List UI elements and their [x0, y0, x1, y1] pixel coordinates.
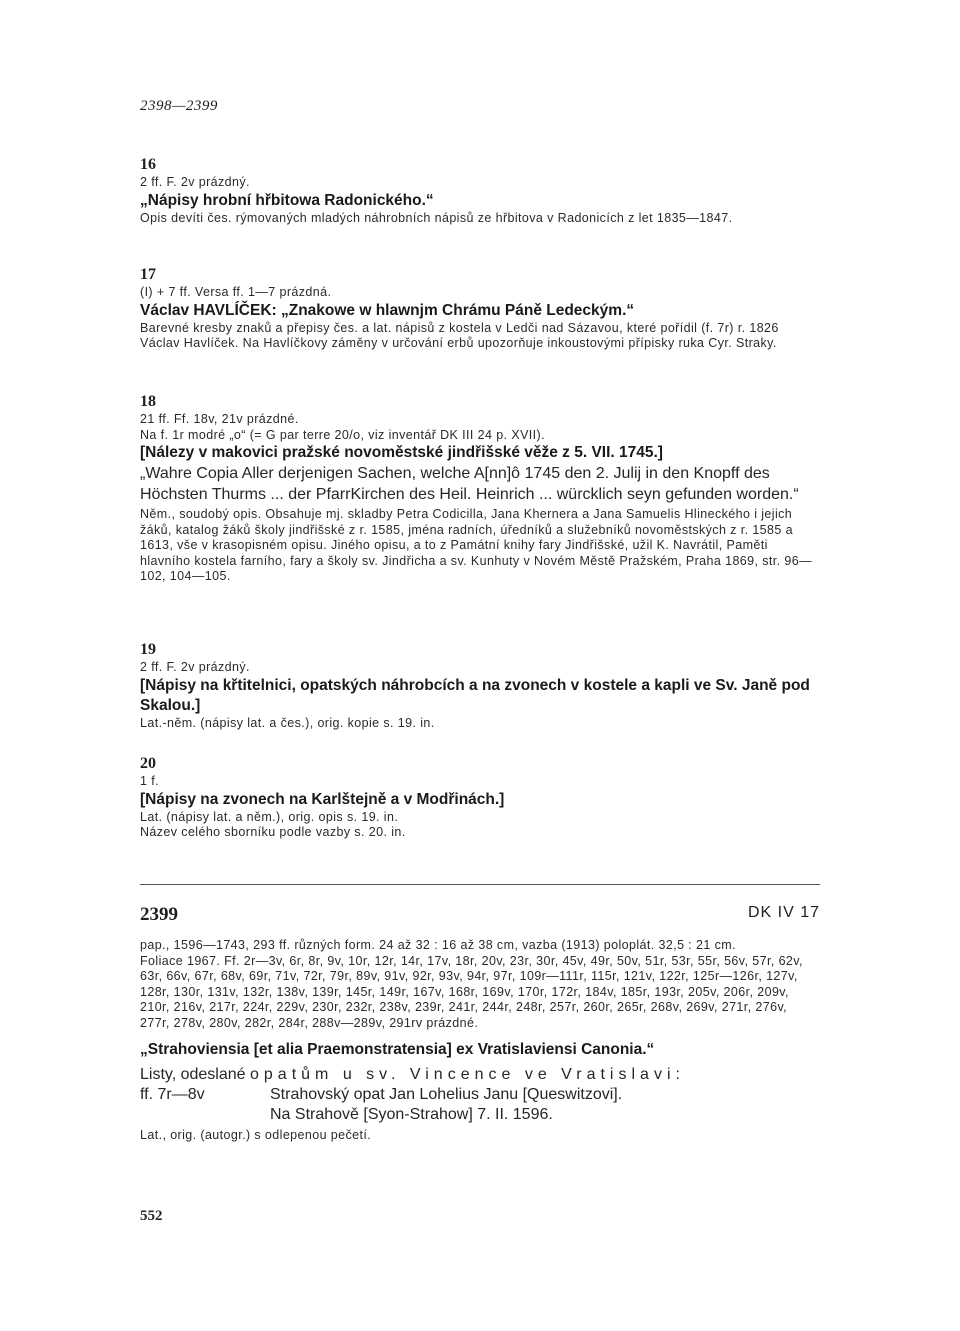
entry-number: 16	[140, 156, 156, 173]
letter-sender: Strahovský opat Jan Lohelius Janu [Queswitzovi].	[270, 1086, 623, 1103]
entry-note-2: Název celého sborníku podle vazby s. 20. in.	[140, 825, 406, 839]
entry-note: Lat.-něm. (nápisy lat. a čes.), orig. kopie s. 19. in.	[140, 715, 435, 730]
entry-title: „Nápisy hrobní hřbitowa Radonického.“	[140, 191, 434, 209]
entry-17	[140, 265, 820, 352]
entry-title: Václav HAVLÍČEK: „Znakowe w hlawnjm Chrámu Páně Ledeckým.“	[140, 301, 635, 319]
entry-number: 19	[140, 641, 156, 658]
letter-note: Lat., orig. (autogr.) s odlepenou pečetí.	[140, 1128, 372, 1142]
physical-description: pap., 1596—1743, 293 ff. různých form. 24 až 32 : 16 až 38 cm, vazba (1913) poloplát. 32,5 : 21 cm.	[140, 938, 736, 952]
entry-extent: (I) + 7 ff. Versa ff. 1—7 prázdná.	[140, 285, 332, 299]
letters-intro-recipients: opatům u sv. Vincence ve Vratislavi:	[250, 1066, 685, 1083]
letter-row-2	[140, 1105, 820, 1125]
entry-20	[140, 754, 820, 841]
entry-note: Něm., soudobý opis. Obsahuje mj. skladby Petra Codicilla, Jana Khernera a Jana Samuelis Hlineckého i jejich žáků, katalog žáků školy jindřišské z r. 1585, jména radních, úředníků a služebníků novoměstských z r. 1585 a 1613, vše v krasopisném opisu. Jiného opisu, a to z Památní knihy fary Jindřišské, užil K. Navrátil, Paměti hlavního kostela farního, fary a školy sv. Jindřicha a sv. Kunhuty v Novém Městě Pražském, Praha 1869, str. 96—102, 104—105.	[140, 507, 812, 583]
entry-mark-note: Na f. 1r modré „o“ (= G par terre 20/o, viz inventář DK III 24 p. XVII).	[140, 427, 545, 442]
manuscript-signature: DK IV 17	[747, 904, 820, 921]
entry-note: Opis devíti čes. rýmovaných mladých náhrobních nápisů ze hřbitova v Radonicích z let 1835—1847.	[140, 210, 733, 225]
manuscript-number: 2399	[140, 904, 178, 925]
running-head: 2398—2399	[140, 98, 218, 114]
entry-number: 20	[140, 755, 156, 772]
entry-title: [Nápisy na zvonech na Karlštejně a v Modřinách.]	[140, 790, 505, 808]
letter-folio-spacer	[140, 1105, 270, 1125]
entry-note: Barevné kresby znaků a přepisy čes. a lat. nápisů z kostela v Ledči nad Sázavou, které pořídil (f. 7r) r. 1826 Václav Havlíček. Na Havlíčkovy záměny v určování erbů upozorňuje inkoustovými přípisky ruka Cyr. Straky.	[140, 320, 779, 350]
entry-title: [Nápisy na křtitelnici, opatských náhrobcích a na zvonech v kostele a kapli ve Sv. Janě pod Skalou.]	[140, 676, 810, 714]
entry-19	[140, 640, 820, 731]
entry-extent: 21 ff. Ff. 18v, 21v prázdné.	[140, 412, 299, 426]
entry-extent: 1 f.	[140, 774, 159, 788]
section-divider	[140, 884, 820, 885]
foliation-note: Foliace 1967. Ff. 2r—3v, 6r, 8r, 9v, 10r, 12r, 14r, 17v, 18r, 20v, 23r, 30r, 45v, 49r, 50v, 51r, 53r, 55r, 56v, 57r, 62v, 63r, 66v, 67r, 68v, 69r, 71v, 72r, 79r, 89v, 91v, 92r, 93v, 94r, 97r, 109r—111r, 115r, 121v, 122r, 125r—126r, 127v, 128r, 130r, 131v, 132r, 138v, 139r, 145r, 149r, 167v, 168r, 169v, 170r, 172r, 184v, 185r, 193r, 205v, 206r, 209v, 210r, 216v, 217r, 224r, 229v, 230r, 232r, 238v, 239r, 241r, 244r, 248r, 257r, 260r, 265r, 268v, 269v, 271r, 276v, 277r, 278v, 280v, 282r, 284r, 288v—289v, 291rv prázdné.	[140, 953, 803, 1030]
entry-number: 17	[140, 266, 156, 283]
manuscript-description	[140, 938, 820, 1144]
entry-16	[140, 155, 820, 226]
letter-place-date: Na Strahově [Syon-Strahow] 7. II. 1596.	[270, 1106, 553, 1123]
letter-row	[140, 1085, 820, 1105]
letter-folio-ref: ff. 7r—8v	[140, 1086, 205, 1103]
entry-quote: „Wahre Copia Aller derjenigen Sachen, welche A[nn]ô 1745 den 2. Julij in den Knopff des Höchsten Thurms ... der PfarrKirchen des Heil. Heinrich ... würcklich seyn gefunden worden.“	[140, 465, 799, 503]
entry-extent: 2 ff. F. 2v prázdný.	[140, 175, 250, 189]
entry-note: Lat. (nápisy lat. a něm.), orig. opis s. 19. in.	[140, 809, 399, 824]
entry-extent: 2 ff. F. 2v prázdný.	[140, 660, 250, 674]
entry-18	[140, 392, 820, 585]
manuscript-title: „Strahoviensia [et alia Praemonstratensia] ex Vratislaviensi Canonia.“	[140, 1041, 655, 1058]
letters-intro-label: Listy, odeslané	[140, 1066, 246, 1083]
entry-title: [Nálezy v makovici pražské novoměstské jindřišské věže z 5. VII. 1745.]	[140, 444, 663, 461]
entry-number: 18	[140, 393, 156, 410]
letters-intro	[140, 1065, 820, 1085]
page-number: 552	[140, 1208, 163, 1224]
